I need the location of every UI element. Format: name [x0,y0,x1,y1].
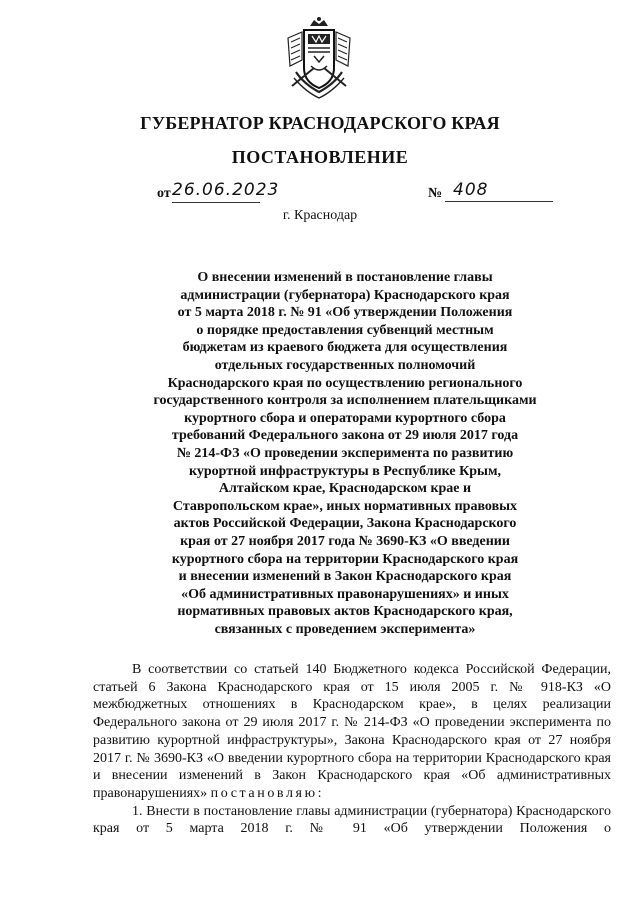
title-line: курортной инфраструктуры в Республике Крым, [188,463,502,479]
title-line: требований Федерального закона от 29 июля 2017 года [171,428,519,444]
title-line: государственного контроля за исполнением плательщиками [153,393,537,409]
title-line: и внесении изменений в Закон Краснодарского края [178,569,512,585]
title-line: бюджетам из краевого бюджета для осуществления [182,340,508,356]
city: г. Краснодар [282,208,358,223]
document-title [140,269,550,638]
document-date: 26.06.2023 [172,180,260,203]
coat-of-arms-emblem [284,16,354,100]
title-line: Ставропольском крае», иных нормативных правовых [172,498,518,514]
title-line: от 5 марта 2018 г. № 91 «Об утверждении Положения [177,305,513,321]
title-line: курортного сбора и операторами курортного сбора [184,410,506,426]
title-line: Краснодарского края по осуществлению регионального [167,375,523,391]
preamble-paragraph [93,661,611,803]
document-type: ПОСТАНОВЛЕНИЕ [231,147,409,167]
title-line: «Об административных правонарушениях» и иных [181,586,509,602]
title-line: о порядке предоставления субвенций местным [196,322,494,338]
document-number: 408 [445,180,553,202]
title-line: актов Российской Федерации, Закона Краснодарского [173,516,517,532]
issuing-authority: ГУБЕРНАТОР КРАСНОДАРСКОГО КРАЯ [140,113,500,133]
title-line: О внесении изменений в постановление главы [197,270,493,285]
title-line: нормативных правовых актов Краснодарского края, [177,604,513,620]
date-number-row [0,180,640,206]
title-line: отдельных государственных полномочий [214,357,476,373]
decree-word: постановляю: [210,785,325,801]
title-line: Алтайском крае, Краснодарском крае и [218,481,472,497]
title-line: связанных с проведением эксперимента» [214,621,476,637]
preamble-text: В соответствии со статьей 140 Бюджетного кодекса Российской Федерации, статьей 6 Закона Краснодарского края от 15 июля 2005 г. № 918-КЗ «О межбюджетных отношениях в Краснодарском крае», в целях реализации Федерального закона от 29 июля 2017 г. № 214-ФЗ «О проведении эксперимента по развитию курортной инфраструктуры», Закона Краснодарского края от 27 ноября 2017 г. № 3690-КЗ «О введении курортного сбора на территории Краснодарского края и внесении изменений в Закон Краснодарского края «Об административных правонарушениях» [93,662,611,801]
date-label: от [157,186,171,201]
document-body [93,661,611,838]
item-1-paragraph: 1. Внести в постановление главы администрации (губернатора) Краснодарского края от 5 марта 2018 г. № 91 «Об утверждении Положения о [93,803,611,837]
number-label: № [428,186,443,201]
title-line: курортного сбора на территории Краснодарского края [171,551,519,567]
title-line: администрации (губернатора) Краснодарского края [180,287,510,303]
title-line: края от 27 ноября 2017 года № 3690-КЗ «О введении [180,533,510,549]
title-line: № 214-ФЗ «О проведении эксперимента по развитию [176,445,514,461]
